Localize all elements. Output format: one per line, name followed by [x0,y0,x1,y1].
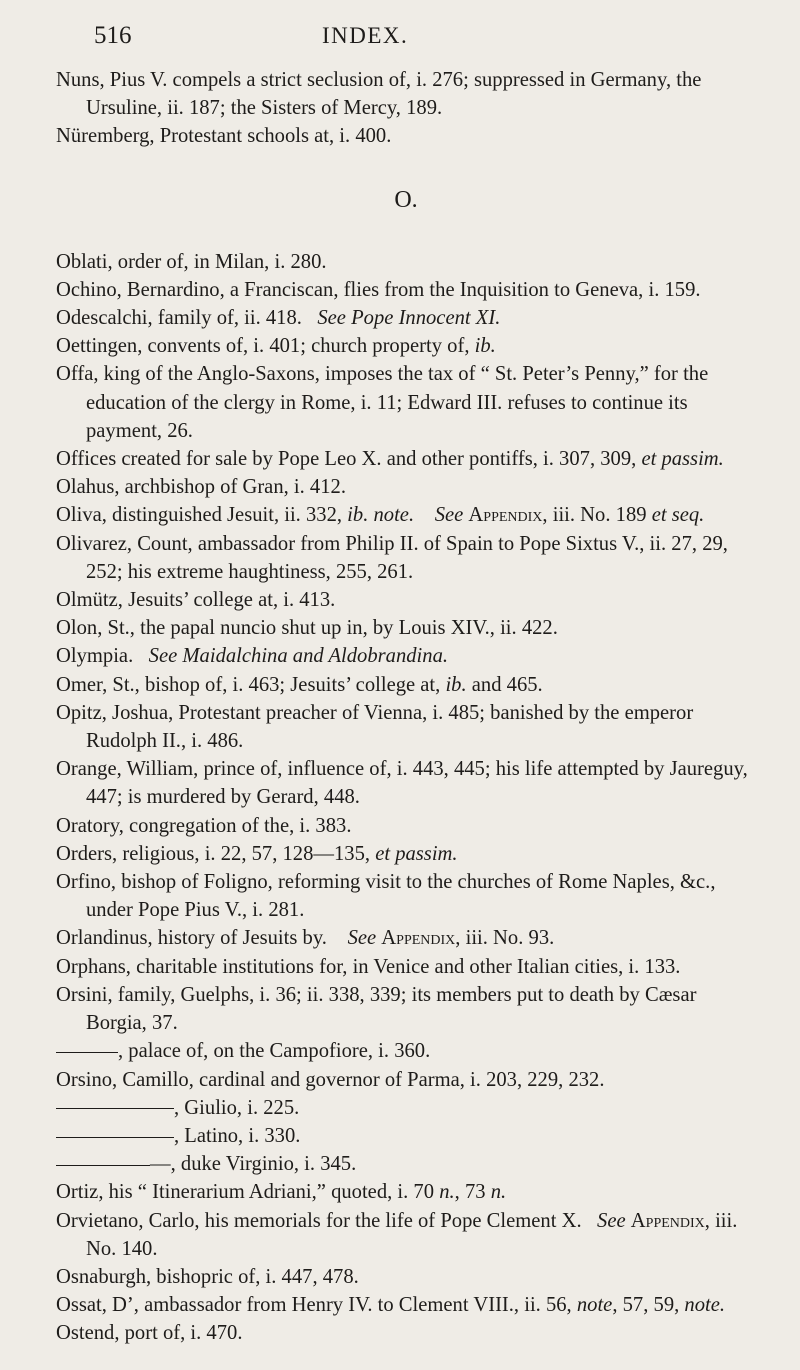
index-entry-orfino: Orfino, bishop of Foligno, reforming visit to the churches of Rome Naples, &c., under Pope Pius V., i. 281. [56,871,716,922]
index-entry-olahus: Olahus, archbishop of Gran, i. 412. [56,476,346,499]
ditto-dash [56,1165,150,1166]
index-entry-orsini: Orsini, family, Guelphs, i. 36; ii. 338, 339; its members put to death by Cæsar Borgia, 37. [56,983,697,1035]
index-entry-olivarez: Olivarez, Count, ambassador from Philip II. of Spain to Pope Sixtus V., ii. 27, 29, 252; his extreme haughtiness, 255, 261. [56,532,728,583]
index-entry-orlandinus: Orlandinus, history of Jesuits by. See Appendix, iii. No. 93. [56,927,555,950]
index-entry-nuns: Nuns, Pius V. compels a strict seclusion of, i. 276; suppressed in Germany, the Ursuline, ii. 187; the Sisters of Mercy, 189. [56,69,702,120]
index-entry-orsino-camillo: Orsino, Camillo, cardinal and governor of Parma, i. 203, 229, 232. [56,1068,605,1091]
index-entry-ochino: Ochino, Bernardino, a Franciscan, flies from the Inquisition to Geneva, i. 159. [56,278,701,301]
section-letter: O. [394,186,418,213]
index-entry-olmutz: Olmütz, Jesuits’ college at, i. 413. [56,589,336,612]
index-entry-orsino-virginio: —, duke Virginio, i. 345. [56,1150,756,1178]
index-entry-orvietano: Orvietano, Carlo, his memorials for the life of Pope Clement X. See Appendix, iii. No. 140. [56,1209,738,1260]
index-entry-omer: Omer, St., bishop of, i. 463; Jesuits’ college at, ib. and 465. [56,673,543,696]
page-header [56,22,756,60]
index-entry-orange: Orange, William, prince of, influence of, i. 443, 445; his life attempted by Jaureguy, 447; is murdered by Gerard, 448. [56,758,748,809]
index-entry-orsini-palace: , palace of, on the Campofiore, i. 360. [56,1037,756,1065]
ditto-dash [56,1052,118,1053]
index-entries [56,66,756,1348]
ditto-dash [56,1137,174,1138]
index-entry-odescalchi: Odescalchi, family of, ii. 418. See Pope Innocent XI. [56,307,501,330]
index-entry-oettingen: Oettingen, convents of, i. 401; church property of, ib. [56,335,496,358]
index-entry-orsino-giulio: , Giulio, i. 225. [56,1094,756,1122]
index-entry-ortiz: Ortiz, his “ Itinerarium Adriani,” quoted, i. 70 n., 73 n. [56,1181,507,1204]
index-entry-osnaburgh: Osnaburgh, bishopric of, i. 447, 478. [56,1265,359,1288]
running-title: INDEX. [322,23,409,48]
page-number: 516 [94,22,132,49]
index-entry-oliva: Oliva, distinguished Jesuit, ii. 332, ib. note. See Appendix, iii. No. 189 et seq. [56,504,705,527]
index-entry-olympia: Olympia. See Maidalchina and Aldobrandina. [56,645,449,668]
index-entry-offa: Offa, king of the Anglo-Saxons, imposes the tax of “ St. Peter’s Penny,” for the education of the clergy in Rome, i. 11; Edward III. refuses to continue its payment, 26. [56,363,709,442]
index-entry-orsino-latino: , Latino, i. 330. [56,1122,756,1150]
index-entry-ostend: Ostend, port of, i. 470. [56,1322,243,1345]
index-entry-ossat: Ossat, D’, ambassador from Henry IV. to Clement VIII., ii. 56, note, 57, 59, note. [56,1294,726,1317]
index-entry-olon: Olon, St., the papal nuncio shut up in, by Louis XIV., ii. 422. [56,617,558,640]
ditto-dash [56,1108,174,1109]
index-entry-orders: Orders, religious, i. 22, 57, 128—135, et passim. [56,842,458,865]
index-entry-orphans: Orphans, charitable institutions for, in Venice and other Italian cities, i. 133. [56,955,681,978]
index-entry-oblati: Oblati, order of, in Milan, i. 280. [56,250,327,273]
index-entry-opitz: Opitz, Joshua, Protestant preacher of Vienna, i. 485; banished by the emperor Rudolph II., i. 486. [56,701,694,753]
index-entry-offices: Offices created for sale by Pope Leo X. and other pontiffs, i. 307, 309, et passim. [56,448,724,471]
index-entry-nuremberg: Nüremberg, Protestant schools at, i. 400. [56,125,392,148]
index-entry-oratory: Oratory, congregation of the, i. 383. [56,814,352,837]
